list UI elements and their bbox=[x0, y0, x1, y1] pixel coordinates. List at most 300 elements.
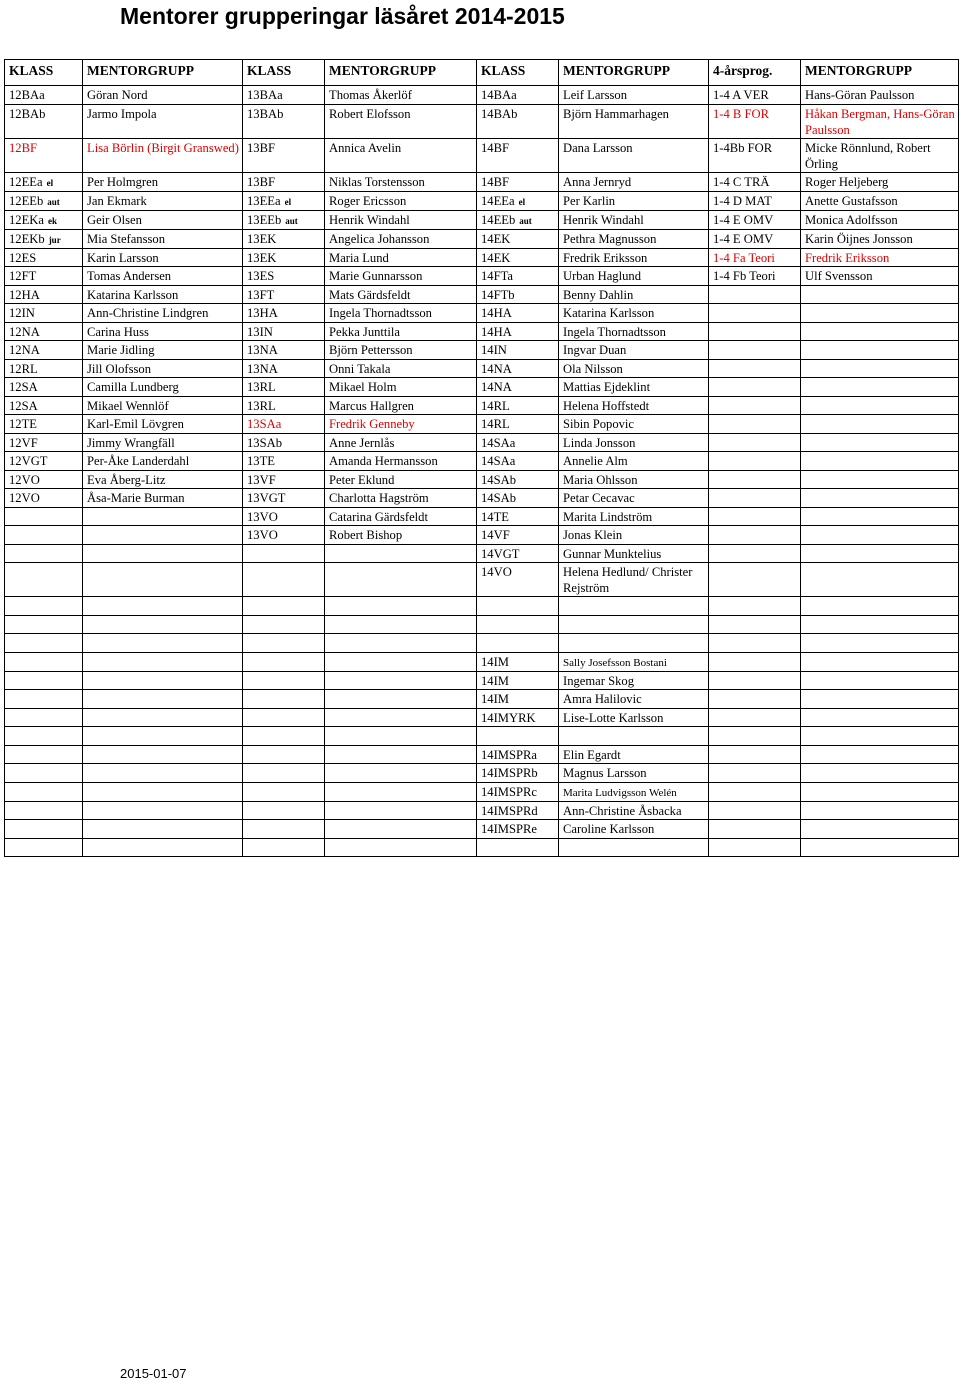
cell-mentorgrupp bbox=[801, 489, 959, 508]
cell-text: Onni Takala bbox=[329, 361, 391, 376]
cell-mentorgrupp bbox=[325, 86, 477, 105]
table-row bbox=[5, 745, 959, 764]
cell-mentorgrupp bbox=[83, 210, 243, 229]
cell-klass bbox=[5, 507, 83, 526]
cell-mentorgrupp bbox=[83, 563, 243, 597]
cell-text: 12ES bbox=[9, 250, 37, 265]
cell-mentorgrupp bbox=[83, 396, 243, 415]
cell-mentorgrupp bbox=[83, 378, 243, 397]
cell-klass bbox=[243, 86, 325, 105]
cell-mentorgrupp bbox=[801, 563, 959, 597]
cell-text: 14HA bbox=[481, 324, 512, 339]
cell-text: Catarina Gärdsfeldt bbox=[329, 509, 428, 524]
cell-klass bbox=[5, 563, 83, 597]
cell-klass bbox=[243, 652, 325, 671]
cell-mentorgrupp bbox=[559, 248, 709, 267]
cell-mentorgrupp bbox=[83, 634, 243, 653]
cell-klass bbox=[477, 452, 559, 471]
cell-program bbox=[709, 138, 801, 172]
cell-mentorgrupp bbox=[801, 210, 959, 229]
cell-mentorgrupp bbox=[325, 396, 477, 415]
cell-klass bbox=[243, 138, 325, 172]
cell-mentorgrupp bbox=[83, 322, 243, 341]
cell-mentorgrupp bbox=[559, 764, 709, 783]
cell-klass bbox=[5, 745, 83, 764]
cell-klass bbox=[477, 727, 559, 746]
cell-klass bbox=[243, 172, 325, 191]
cell-text: 14IMSPRa bbox=[481, 747, 537, 762]
cell-text: 12FT bbox=[9, 269, 37, 283]
cell-klass bbox=[477, 820, 559, 839]
cell-text: 14IM bbox=[481, 692, 509, 706]
cell-program bbox=[709, 820, 801, 839]
table-row bbox=[5, 452, 959, 471]
cell-mentorgrupp bbox=[83, 304, 243, 323]
cell-klass bbox=[243, 396, 325, 415]
cell-text: 14IM bbox=[481, 673, 509, 688]
cell-text: 14FTa bbox=[481, 269, 514, 283]
cell-text: Ann-Christine Åsbacka bbox=[563, 803, 682, 818]
cell-program bbox=[709, 285, 801, 304]
table-row bbox=[5, 304, 959, 323]
cell-program bbox=[709, 507, 801, 526]
cell-text: 14SAb bbox=[481, 491, 516, 505]
cell-klass bbox=[477, 304, 559, 323]
cell-program bbox=[709, 526, 801, 545]
cell-klass bbox=[477, 671, 559, 690]
cell-klass bbox=[243, 634, 325, 653]
table-row bbox=[5, 489, 959, 508]
cell-mentorgrupp bbox=[559, 597, 709, 616]
cell-klass bbox=[243, 801, 325, 820]
cell-klass bbox=[5, 248, 83, 267]
cell-text: 13TE bbox=[247, 454, 275, 468]
mentor-table bbox=[4, 59, 959, 857]
cell-program bbox=[709, 172, 801, 191]
cell-mentorgrupp bbox=[83, 727, 243, 746]
table-row bbox=[5, 671, 959, 690]
cell-klass bbox=[5, 285, 83, 304]
cell-mentorgrupp bbox=[83, 838, 243, 857]
table-row bbox=[5, 507, 959, 526]
cell-mentorgrupp bbox=[83, 285, 243, 304]
cell-mentorgrupp bbox=[801, 191, 959, 210]
cell-program bbox=[709, 304, 801, 323]
cell-program bbox=[709, 267, 801, 286]
cell-mentorgrupp bbox=[325, 304, 477, 323]
cell-klass bbox=[243, 267, 325, 286]
cell-klass bbox=[5, 690, 83, 709]
table-row bbox=[5, 378, 959, 397]
cell-text: 13EK bbox=[247, 250, 277, 265]
cell-text: Katarina Karlsson bbox=[563, 306, 655, 320]
table-row bbox=[5, 820, 959, 839]
cell-mentorgrupp bbox=[325, 322, 477, 341]
cell-text: Lise-Lotte Karlsson bbox=[563, 710, 664, 725]
cell-text: Anna Jernryd bbox=[563, 174, 632, 189]
cell-text: 14IM bbox=[481, 654, 509, 669]
cell-mentorgrupp bbox=[325, 267, 477, 286]
cell-text: 14EEa bbox=[481, 193, 515, 208]
cell-klass bbox=[243, 433, 325, 452]
cell-mentorgrupp bbox=[559, 563, 709, 597]
table-row bbox=[5, 191, 959, 210]
class-suffix: el bbox=[284, 196, 292, 207]
cell-text: Pekka Junttila bbox=[329, 324, 401, 339]
cell-text: 1-4 Fa Teori bbox=[713, 250, 775, 265]
cell-klass bbox=[243, 615, 325, 634]
cell-klass bbox=[477, 415, 559, 434]
cell-mentorgrupp bbox=[325, 341, 477, 360]
cell-text: Micke Rönnlund, Robert Örling bbox=[805, 140, 931, 171]
cell-text: Karl-Emil Lövgren bbox=[87, 417, 184, 431]
cell-mentorgrupp bbox=[559, 396, 709, 415]
cell-klass bbox=[5, 597, 83, 616]
header-mentorgrupp-3: MENTORGRUPP bbox=[559, 60, 709, 86]
cell-text: 12BAb bbox=[9, 106, 46, 121]
cell-mentorgrupp bbox=[325, 433, 477, 452]
cell-mentorgrupp bbox=[801, 138, 959, 172]
cell-text: Leif Larsson bbox=[563, 88, 627, 102]
cell-mentorgrupp bbox=[559, 341, 709, 360]
cell-klass bbox=[243, 378, 325, 397]
table-row bbox=[5, 172, 959, 191]
cell-mentorgrupp bbox=[801, 285, 959, 304]
cell-text: 13BAb bbox=[247, 106, 284, 121]
table-body bbox=[5, 86, 959, 857]
cell-mentorgrupp bbox=[325, 415, 477, 434]
header-klass-3: KLASS bbox=[477, 60, 559, 86]
cell-mentorgrupp bbox=[801, 104, 959, 138]
cell-text: 12SA bbox=[9, 380, 38, 394]
cell-text: 14HA bbox=[481, 306, 512, 320]
cell-mentorgrupp bbox=[559, 138, 709, 172]
cell-text: Mikael Wennlöf bbox=[87, 398, 169, 413]
cell-mentorgrupp bbox=[801, 801, 959, 820]
cell-text: Mattias Ejdeklint bbox=[563, 380, 651, 394]
cell-text: Marita Ludvigsson Welén bbox=[563, 786, 677, 799]
header-row bbox=[5, 60, 959, 86]
cell-mentorgrupp bbox=[801, 690, 959, 709]
cell-mentorgrupp bbox=[325, 489, 477, 508]
cell-klass bbox=[477, 507, 559, 526]
table-row bbox=[5, 433, 959, 452]
cell-text: 12VGT bbox=[9, 454, 48, 468]
cell-klass bbox=[477, 782, 559, 801]
cell-text: 13VF bbox=[247, 472, 276, 487]
cell-klass bbox=[5, 782, 83, 801]
cell-text: 12TE bbox=[9, 417, 37, 431]
cell-text: Marcus Hallgren bbox=[329, 398, 414, 413]
cell-klass bbox=[477, 322, 559, 341]
cell-text: 12SA bbox=[9, 398, 38, 413]
cell-text: 12BAa bbox=[9, 88, 45, 102]
cell-text: Maria Lund bbox=[329, 250, 389, 265]
cell-mentorgrupp bbox=[559, 267, 709, 286]
cell-mentorgrupp bbox=[83, 415, 243, 434]
cell-mentorgrupp bbox=[559, 285, 709, 304]
cell-mentorgrupp bbox=[559, 378, 709, 397]
cell-klass bbox=[477, 267, 559, 286]
cell-text: Lisa Börlin (Birgit Granswed) bbox=[87, 140, 239, 155]
cell-klass bbox=[5, 229, 83, 248]
cell-text: Helena Hedlund/ Christer Rejström bbox=[563, 565, 693, 595]
cell-text: 13EK bbox=[247, 231, 277, 246]
cell-text: 14BAa bbox=[481, 88, 517, 102]
class-suffix: aut bbox=[47, 196, 60, 207]
cell-text: Pethra Magnusson bbox=[563, 231, 657, 246]
class-suffix: aut bbox=[519, 215, 532, 226]
cell-text: 14TE bbox=[481, 509, 509, 524]
cell-text: Ingela Thornadtsson bbox=[563, 324, 666, 339]
cell-text: Roger Ericsson bbox=[329, 193, 407, 208]
cell-text: Maria Ohlsson bbox=[563, 472, 638, 487]
cell-mentorgrupp bbox=[801, 745, 959, 764]
cell-mentorgrupp bbox=[801, 544, 959, 563]
cell-text: Jarmo Impola bbox=[87, 106, 157, 121]
cell-mentorgrupp bbox=[559, 671, 709, 690]
cell-text: Åsa-Marie Burman bbox=[87, 491, 185, 505]
cell-mentorgrupp bbox=[801, 838, 959, 857]
cell-mentorgrupp bbox=[83, 764, 243, 783]
cell-mentorgrupp bbox=[559, 191, 709, 210]
cell-mentorgrupp bbox=[801, 248, 959, 267]
cell-text: Geir Olsen bbox=[87, 212, 142, 227]
table-row bbox=[5, 690, 959, 709]
cell-text: Björn Hammarhagen bbox=[563, 106, 669, 121]
cell-text: Marie Jidling bbox=[87, 343, 155, 357]
table-row bbox=[5, 727, 959, 746]
cell-text: 14IMSPRc bbox=[481, 784, 537, 799]
cell-text: Henrik Windahl bbox=[563, 212, 644, 227]
cell-klass bbox=[477, 745, 559, 764]
cell-text: 14VF bbox=[481, 528, 510, 542]
cell-mentorgrupp bbox=[559, 304, 709, 323]
cell-klass bbox=[243, 745, 325, 764]
cell-text: Mats Gärdsfeldt bbox=[329, 287, 411, 302]
cell-klass bbox=[5, 378, 83, 397]
cell-text: Anne Jernlås bbox=[329, 435, 395, 450]
cell-text: 13RL bbox=[247, 398, 276, 413]
cell-mentorgrupp bbox=[801, 341, 959, 360]
cell-mentorgrupp bbox=[559, 172, 709, 191]
cell-text: Camilla Lundberg bbox=[87, 380, 179, 394]
cell-mentorgrupp bbox=[83, 782, 243, 801]
cell-mentorgrupp bbox=[559, 359, 709, 378]
cell-program bbox=[709, 671, 801, 690]
cell-text: 12NA bbox=[9, 343, 40, 357]
cell-klass bbox=[5, 341, 83, 360]
cell-text: 14EEb bbox=[481, 212, 516, 227]
cell-klass bbox=[243, 415, 325, 434]
table-row bbox=[5, 597, 959, 616]
table-row bbox=[5, 652, 959, 671]
cell-mentorgrupp bbox=[83, 229, 243, 248]
cell-mentorgrupp bbox=[325, 452, 477, 471]
cell-text: 14SAa bbox=[481, 454, 516, 468]
cell-text: Göran Nord bbox=[87, 88, 148, 102]
page-title: Mentorer grupperingar läsåret 2014-2015 bbox=[120, 3, 565, 29]
table-row bbox=[5, 229, 959, 248]
cell-text: 1-4 A VER bbox=[713, 88, 769, 102]
table-row bbox=[5, 544, 959, 563]
header-mentorgrupp-4: MENTORGRUPP bbox=[801, 60, 959, 86]
cell-text: 12EKb bbox=[9, 231, 45, 246]
cell-text: 14RL bbox=[481, 417, 510, 431]
cell-mentorgrupp bbox=[801, 378, 959, 397]
cell-text: Gunnar Munktelius bbox=[563, 546, 662, 561]
cell-mentorgrupp bbox=[801, 615, 959, 634]
cell-klass bbox=[5, 452, 83, 471]
cell-mentorgrupp bbox=[325, 172, 477, 191]
table-row bbox=[5, 526, 959, 545]
cell-klass bbox=[5, 396, 83, 415]
cell-text: Fredrik Eriksson bbox=[805, 250, 890, 265]
table-row bbox=[5, 86, 959, 105]
class-suffix: el bbox=[46, 177, 54, 188]
cell-klass bbox=[243, 229, 325, 248]
cell-program bbox=[709, 563, 801, 597]
cell-mentorgrupp bbox=[325, 764, 477, 783]
cell-text: Katarina Karlsson bbox=[87, 287, 179, 302]
cell-text: Fredrik Eriksson bbox=[563, 250, 648, 265]
cell-mentorgrupp bbox=[801, 671, 959, 690]
cell-text: 13VGT bbox=[247, 491, 286, 505]
cell-klass bbox=[5, 764, 83, 783]
cell-klass bbox=[243, 104, 325, 138]
cell-mentorgrupp bbox=[83, 526, 243, 545]
cell-mentorgrupp bbox=[325, 470, 477, 489]
cell-klass bbox=[477, 285, 559, 304]
table-row bbox=[5, 782, 959, 801]
cell-klass bbox=[477, 104, 559, 138]
cell-mentorgrupp bbox=[325, 634, 477, 653]
cell-text: 12EEa bbox=[9, 174, 43, 189]
cell-mentorgrupp bbox=[801, 229, 959, 248]
cell-text: 14IMSPRe bbox=[481, 822, 537, 836]
cell-mentorgrupp bbox=[325, 138, 477, 172]
table-row bbox=[5, 396, 959, 415]
cell-program bbox=[709, 708, 801, 727]
cell-klass bbox=[477, 248, 559, 267]
cell-mentorgrupp bbox=[801, 86, 959, 105]
cell-text: Ingvar Duan bbox=[563, 343, 627, 357]
cell-text: Henrik Windahl bbox=[329, 212, 410, 227]
cell-text: Jill Olofsson bbox=[87, 361, 152, 376]
cell-text: 13BF bbox=[247, 174, 275, 189]
cell-klass bbox=[477, 690, 559, 709]
cell-klass bbox=[477, 359, 559, 378]
cell-mentorgrupp bbox=[325, 615, 477, 634]
cell-text: Ann-Christine Lindgren bbox=[87, 306, 209, 320]
table-row bbox=[5, 285, 959, 304]
cell-text: Niklas Torstensson bbox=[329, 174, 425, 189]
cell-text: Carina Huss bbox=[87, 324, 149, 339]
cell-text: Helena Hoffstedt bbox=[563, 398, 650, 413]
cell-mentorgrupp bbox=[801, 433, 959, 452]
cell-klass bbox=[5, 415, 83, 434]
table-row bbox=[5, 801, 959, 820]
cell-program bbox=[709, 433, 801, 452]
cell-text: 13EEa bbox=[247, 193, 281, 208]
cell-mentorgrupp bbox=[559, 838, 709, 857]
cell-mentorgrupp bbox=[801, 597, 959, 616]
cell-mentorgrupp bbox=[325, 285, 477, 304]
cell-klass bbox=[243, 248, 325, 267]
cell-mentorgrupp bbox=[559, 210, 709, 229]
cell-mentorgrupp bbox=[801, 727, 959, 746]
cell-mentorgrupp bbox=[801, 470, 959, 489]
cell-text: 12BF bbox=[9, 140, 37, 155]
cell-program bbox=[709, 727, 801, 746]
cell-mentorgrupp bbox=[325, 544, 477, 563]
cell-klass bbox=[5, 801, 83, 820]
cell-text: Hans-Göran Paulsson bbox=[805, 88, 915, 102]
cell-mentorgrupp bbox=[83, 341, 243, 360]
header-klass-2: KLASS bbox=[243, 60, 325, 86]
cell-klass bbox=[477, 563, 559, 597]
cell-mentorgrupp bbox=[325, 210, 477, 229]
cell-mentorgrupp bbox=[801, 507, 959, 526]
cell-program bbox=[709, 248, 801, 267]
cell-klass bbox=[5, 708, 83, 727]
cell-text: 1-4 B FOR bbox=[713, 106, 769, 121]
cell-text: 14NA bbox=[481, 361, 512, 376]
cell-mentorgrupp bbox=[559, 615, 709, 634]
cell-text: 12EKa bbox=[9, 212, 44, 227]
cell-klass bbox=[5, 671, 83, 690]
cell-text: Charlotta Hagström bbox=[329, 491, 429, 505]
cell-text: Ingela Thornadtsson bbox=[329, 306, 432, 320]
table-row bbox=[5, 138, 959, 172]
cell-klass bbox=[477, 341, 559, 360]
cell-klass bbox=[5, 191, 83, 210]
cell-mentorgrupp bbox=[325, 782, 477, 801]
cell-text: 13BF bbox=[247, 140, 275, 155]
cell-mentorgrupp bbox=[801, 304, 959, 323]
cell-program bbox=[709, 452, 801, 471]
cell-program bbox=[709, 745, 801, 764]
cell-text: Peter Eklund bbox=[329, 472, 395, 487]
cell-mentorgrupp bbox=[325, 229, 477, 248]
cell-klass bbox=[243, 210, 325, 229]
cell-program bbox=[709, 210, 801, 229]
cell-klass bbox=[5, 104, 83, 138]
cell-mentorgrupp bbox=[559, 104, 709, 138]
cell-text: Håkan Bergman, Hans-Göran Paulsson bbox=[805, 106, 955, 137]
cell-mentorgrupp bbox=[325, 671, 477, 690]
cell-klass bbox=[243, 708, 325, 727]
cell-klass bbox=[243, 727, 325, 746]
header-4-arsprog: 4-årsprog. bbox=[709, 60, 801, 86]
cell-text: 13NA bbox=[247, 343, 278, 357]
cell-mentorgrupp bbox=[325, 801, 477, 820]
cell-text: Ulf Svensson bbox=[805, 269, 873, 283]
cell-mentorgrupp bbox=[801, 782, 959, 801]
cell-program bbox=[709, 378, 801, 397]
cell-mentorgrupp bbox=[559, 708, 709, 727]
cell-text: Robert Elofsson bbox=[329, 106, 411, 121]
cell-text: 12IN bbox=[9, 306, 35, 320]
cell-klass bbox=[5, 489, 83, 508]
cell-klass bbox=[5, 820, 83, 839]
class-suffix: el bbox=[518, 196, 526, 207]
cell-klass bbox=[243, 690, 325, 709]
cell-mentorgrupp bbox=[325, 359, 477, 378]
cell-text: 13VO bbox=[247, 528, 278, 542]
table-row bbox=[5, 248, 959, 267]
cell-text: Amanda Hermansson bbox=[329, 454, 438, 468]
